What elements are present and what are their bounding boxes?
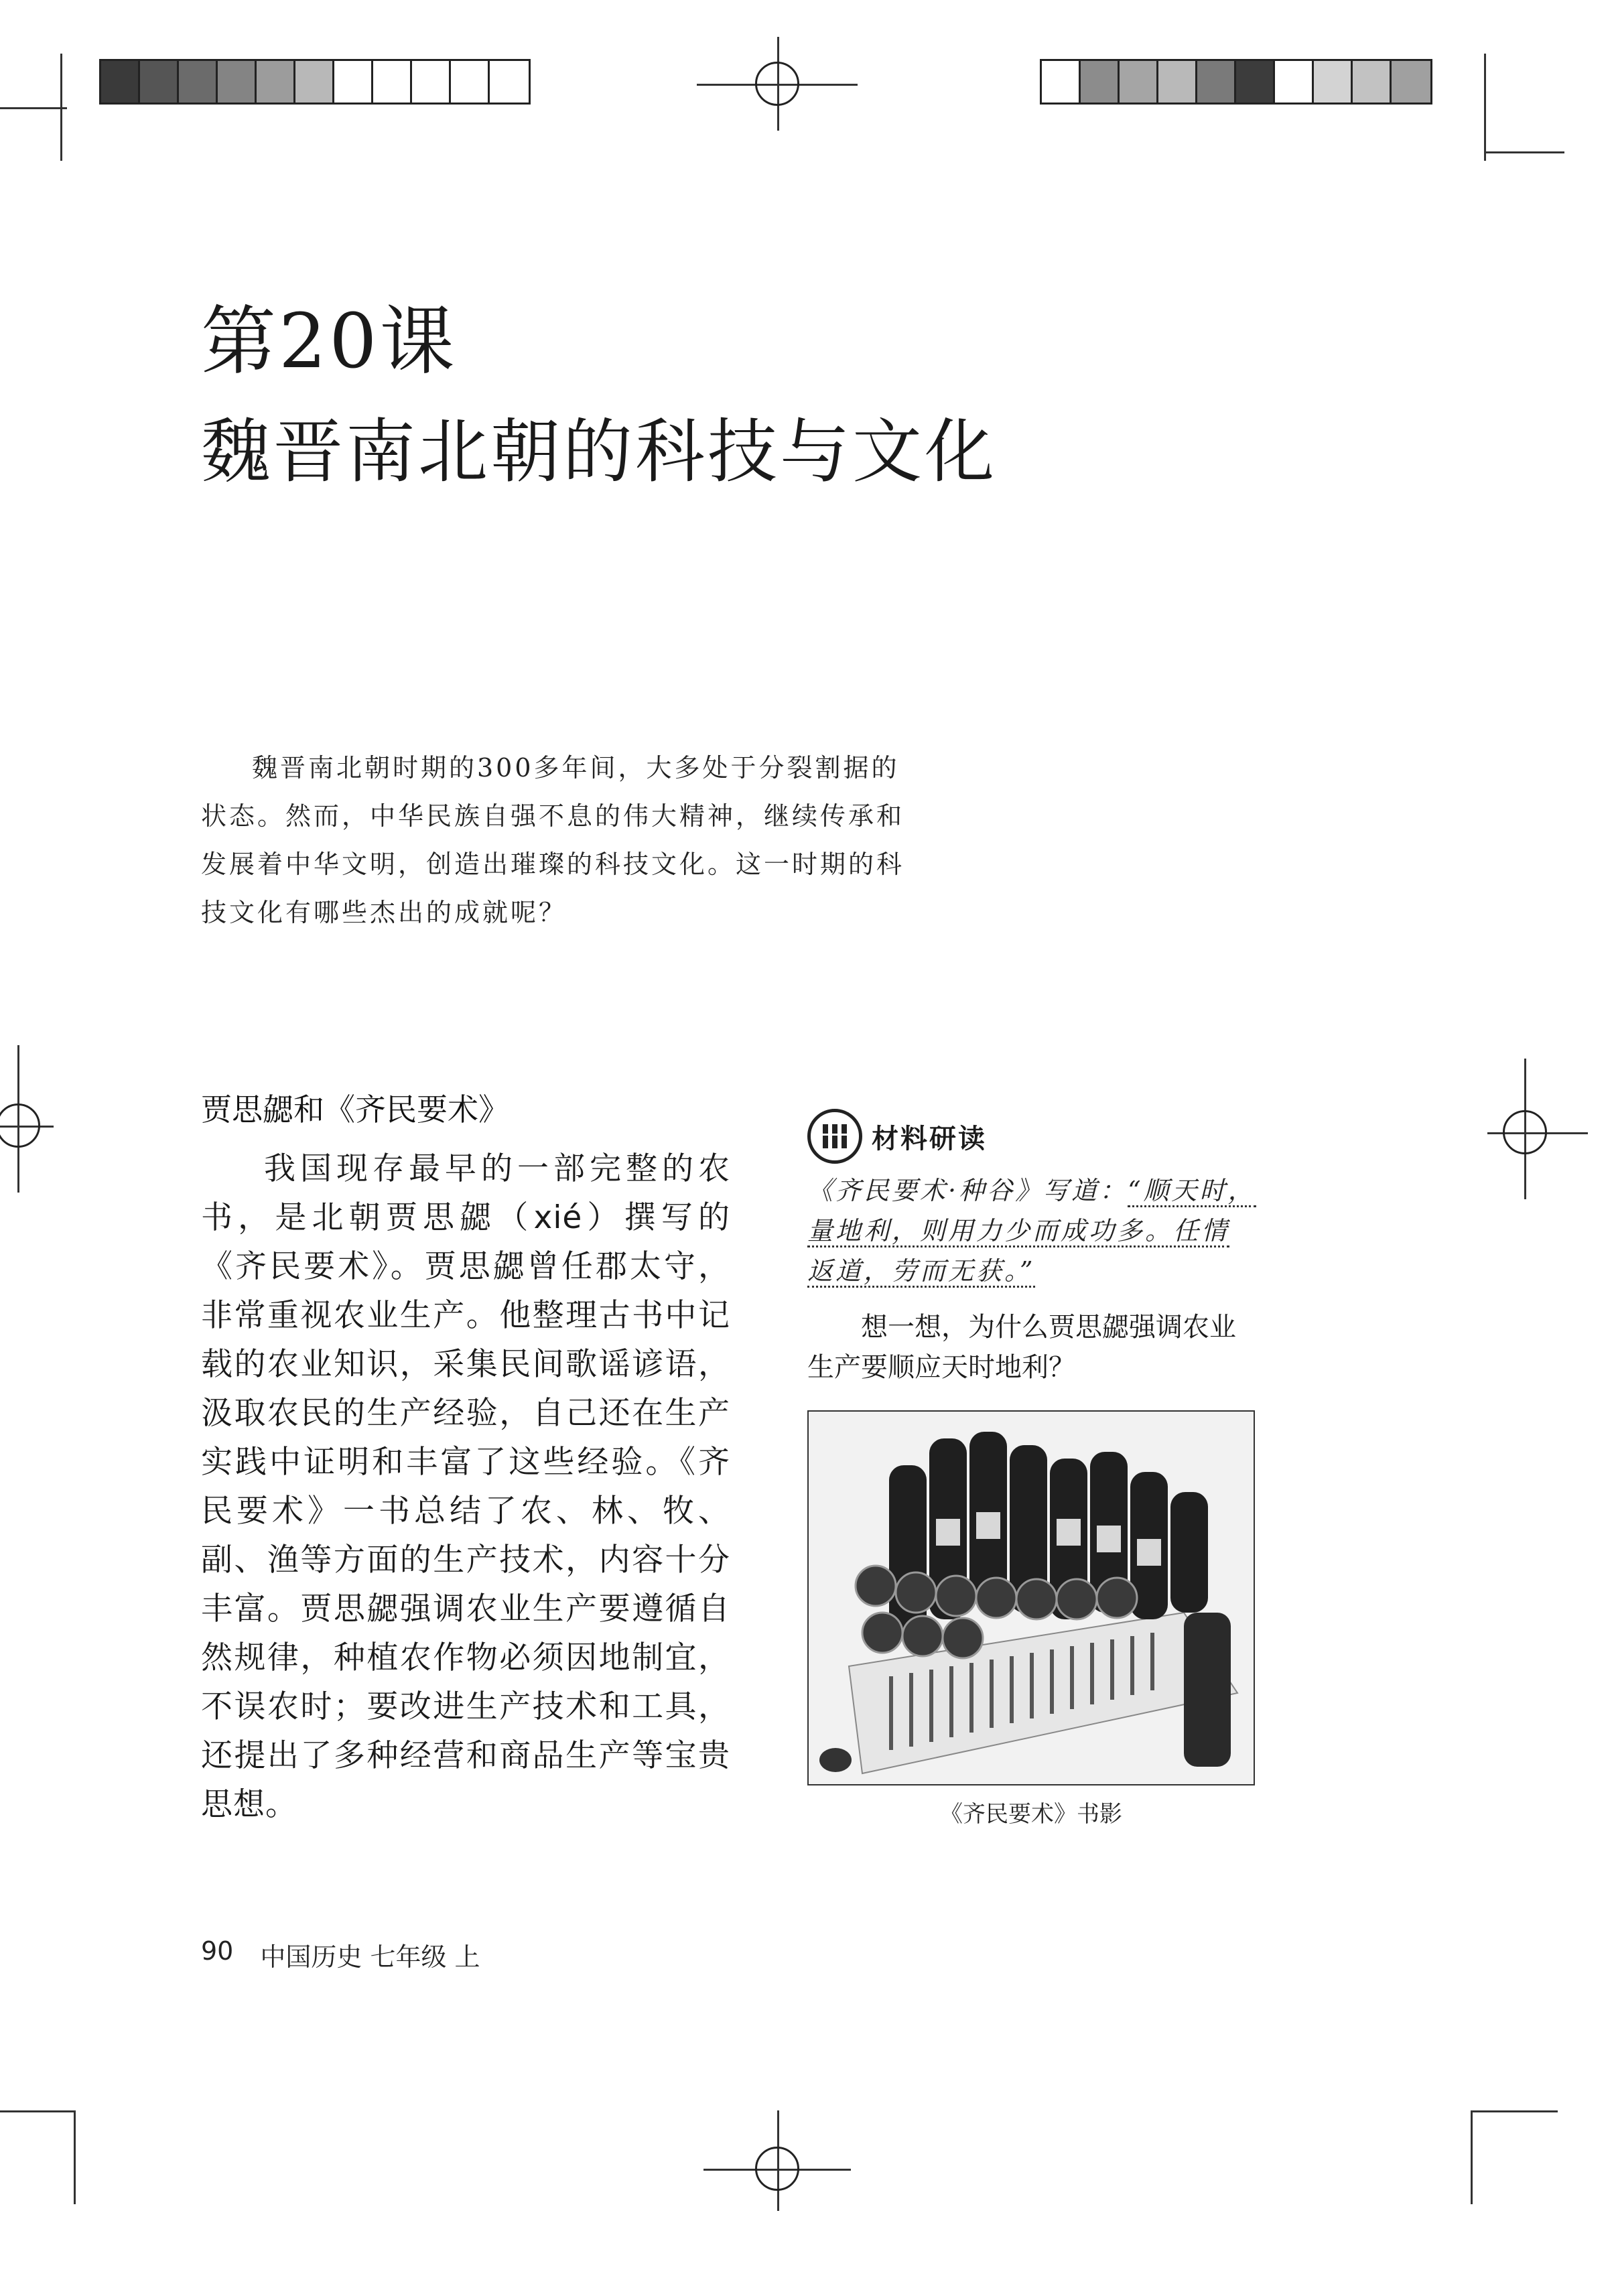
quote-intro: 《齐民要术·种谷》写道：	[807, 1176, 1128, 1205]
book-stack-icon	[807, 1109, 862, 1164]
material-study-header	[807, 1109, 1256, 1164]
registration-mark	[1503, 1110, 1547, 1154]
color-bar-right	[1040, 59, 1432, 105]
page-number: 90	[201, 1936, 234, 1966]
lesson-number: 第20课	[201, 298, 458, 385]
figure-caption: 《齐民要术》书影	[940, 1801, 1122, 1828]
lesson-title: 魏晋南北朝的科技与文化	[201, 411, 998, 492]
page-footer	[201, 1936, 480, 1973]
crop-mark	[1484, 151, 1564, 153]
crop-mark	[0, 107, 67, 109]
crop-mark	[0, 2110, 74, 2112]
section-paragraph: 我国现存最早的一部完整的农书，是北朝贾思勰（xié）撰写的《齐民要术》。贾思勰曾任郡太守，非常重视农业生产。他整理古书中记载的农业知识，采集民间歌谣谚语，汲取农民的生产经验，自己还在生产实践中证明和丰富了这些经验。《齐民要术》一书总结了农、林、牧、副、渔等方面的生产技术，内容十分丰富。贾思勰强调农业生产要遵循自然规律，种植农作物必须因地制宜，不误农时；要改进生产技术和工具，还提出了多种经营和商品生产等宝贵思想。	[201, 1150, 730, 1823]
material-study-box	[807, 1109, 1256, 1388]
registration-mark	[755, 2147, 799, 2191]
crop-mark	[1484, 54, 1486, 161]
section-heading: 贾思勰和《齐民要术》	[201, 1091, 509, 1128]
book-title: 中国历史 七年级 上	[260, 1942, 480, 1972]
color-bar-left	[99, 59, 531, 105]
intro-text: 魏晋南北朝时期的300多年间，大多处于分裂割据的状态。然而，中华民族自强不息的伟大精神，继续传承和发展着中华文明，创造出璀璨的科技文化。这一时期的科技文化有哪些杰出的成就呢？	[201, 753, 905, 927]
crop-mark	[74, 2110, 76, 2204]
intro-paragraph	[201, 744, 925, 937]
crop-mark	[1471, 2110, 1473, 2204]
registration-mark	[755, 62, 799, 106]
think-question: 想一想，为什么贾思勰强调农业生产要顺应天时地利？	[807, 1312, 1236, 1383]
book-photo	[807, 1410, 1255, 1785]
quote-text: “顺天时，量地利，则用力少而成功多。任情返道，劳而无获。”	[807, 1176, 1256, 1288]
section-body	[201, 1144, 730, 1829]
source-quote	[807, 1170, 1256, 1291]
registration-mark	[0, 1103, 40, 1148]
crop-mark	[1471, 2110, 1558, 2112]
material-study-title: 材料研读	[872, 1123, 987, 1154]
